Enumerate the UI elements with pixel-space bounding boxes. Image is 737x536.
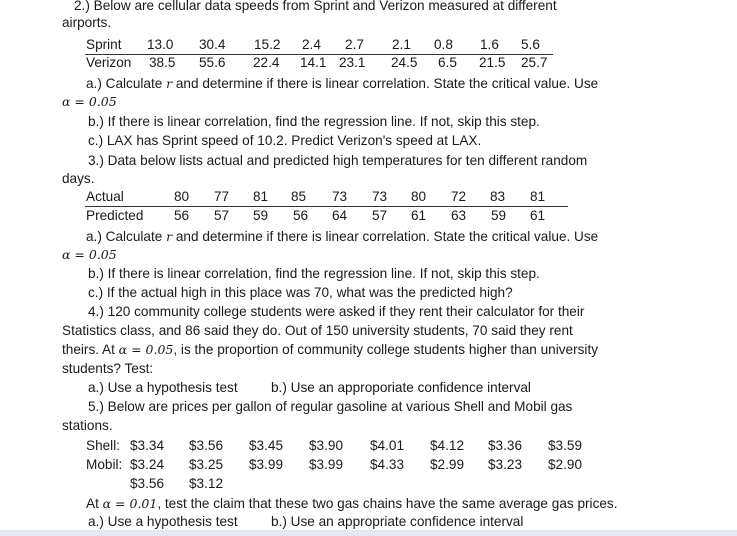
table-cell: 61 [530, 208, 546, 223]
problem-4-part-a: a.) Use a hypothesis test [88, 380, 238, 395]
row-label-verizon: Verizon [86, 55, 132, 70]
table-cell: 38.5 [149, 55, 176, 70]
problem-2-part-b: b.) If there is linear correlation, find the regression line. If not, skip this step. [88, 114, 540, 129]
page-edge-band [0, 530, 737, 536]
problem-4-line-3 [62, 342, 598, 358]
table-cell: 22.4 [253, 55, 280, 70]
problem-5-line-2: stations. [62, 418, 113, 433]
table-cell: $2.99 [430, 457, 465, 472]
table-cell: $3.56 [189, 438, 224, 453]
table-cell: 1.6 [480, 37, 499, 52]
table-cell: $3.56 [130, 476, 165, 491]
table-cell: 56 [293, 208, 309, 223]
table-cell: 63 [451, 208, 467, 223]
data-table-mobil-row-cont [0, 476, 737, 492]
table-cell: 81 [253, 189, 269, 204]
table-cell: 57 [372, 208, 388, 223]
table-cell: 14.1 [300, 55, 327, 70]
problem-5-part-b: b.) Use an appropriate confidence interval [271, 514, 524, 529]
data-table-verizon-row [0, 55, 737, 71]
alpha-value: α = 0.05 [62, 247, 117, 262]
line-text: theirs. At [62, 342, 115, 357]
table-cell: 2.7 [345, 37, 364, 52]
problem-4-line-4: students? Test: [62, 361, 154, 376]
row-label-predicted: Predicted [86, 208, 144, 223]
alpha-value: α = 0.01 [102, 496, 158, 511]
problem-3-part-c: c.) If the actual high in this place was 70, what was the predicted high? [88, 285, 513, 300]
problem-2-part-a [86, 76, 598, 92]
table-cell: $3.23 [488, 457, 523, 472]
part-a-text-cont: and determine if there is linear correlation. State the critical value. Use [175, 229, 599, 244]
problem-2-intro-cont: airports. [62, 15, 112, 30]
table-cell: 57 [214, 208, 230, 223]
problem-3-intro: 3.) Data below lists actual and predicted high temperatures for ten different random [88, 153, 588, 168]
table-cell: 73 [372, 189, 388, 204]
table-cell: $3.25 [189, 457, 224, 472]
table-cell: 80 [411, 189, 427, 204]
table-cell: 80 [174, 189, 190, 204]
table-cell: 55.6 [199, 55, 226, 70]
table-cell: $4.33 [370, 457, 405, 472]
problem-5-part-a: a.) Use a hypothesis test [88, 514, 238, 529]
problem-2-intro: 2.) Below are cellular data speeds from Sprint and Verizon measured at different [74, 0, 557, 13]
table-cell: $3.12 [189, 476, 224, 491]
row-label-shell: Shell: [86, 438, 121, 453]
table-cell: $3.99 [309, 457, 344, 472]
row-label-mobil: Mobil: [86, 457, 123, 472]
alpha-value: α = 0.05 [62, 94, 117, 109]
table-cell: 85 [291, 189, 307, 204]
line-text-cont: , test the claim that these two gas chains have the same average gas prices. [157, 496, 618, 511]
table-cell: 61 [411, 208, 427, 223]
table-cell: $3.24 [130, 457, 165, 472]
part-a-text: a.) Calculate [86, 76, 163, 91]
table-cell: 0.8 [434, 37, 453, 52]
table-cell: 81 [530, 189, 546, 204]
data-table-mobil-row [0, 457, 737, 473]
table-divider [85, 206, 568, 207]
table-cell: $3.99 [249, 457, 284, 472]
problem-3-part-b: b.) If there is linear correlation, find the regression line. If not, skip this step. [88, 266, 540, 281]
problem-4-line-1: 4.) 120 community college students were asked if they rent their calculator for their [88, 304, 585, 319]
table-cell: 56 [174, 208, 190, 223]
problem-4-line-2: Statistics class, and 86 said they do. Out of 150 university students, 70 said they rent [62, 323, 573, 338]
table-cell: 64 [332, 208, 348, 223]
line-text-cont: , is the proportion of community college students higher than university [173, 342, 599, 357]
table-cell: $3.59 [548, 438, 583, 453]
problem-5-line-1: 5.) Below are prices per gallon of regular gasoline at various Shell and Mobil gas [88, 399, 573, 414]
problem-5-claim [86, 496, 618, 512]
table-cell: 77 [214, 189, 230, 204]
line-text: At [86, 496, 99, 511]
table-cell: 30.4 [199, 37, 226, 52]
table-cell: 59 [253, 208, 269, 223]
data-table-shell-row [0, 438, 737, 454]
row-label-actual: Actual [86, 189, 124, 204]
table-cell: $4.12 [430, 438, 465, 453]
table-cell: 2.4 [302, 37, 321, 52]
variable-r: r [166, 76, 173, 91]
table-cell: 13.0 [147, 37, 174, 52]
row-label-sprint: Sprint [86, 37, 122, 52]
table-cell: 21.5 [479, 55, 506, 70]
table-cell: 73 [332, 189, 348, 204]
table-cell: 72 [451, 189, 467, 204]
problem-2-part-c: c.) LAX has Sprint speed of 10.2. Predict Verizon's speed at LAX. [88, 133, 482, 148]
table-cell: 2.1 [392, 37, 411, 52]
problem-4-part-b: b.) Use an approporiate confidence interval [271, 380, 531, 395]
data-table-sprint-row [0, 37, 737, 53]
problem-3-part-a [86, 229, 598, 245]
table-cell: $3.34 [130, 438, 165, 453]
table-cell: 83 [490, 189, 506, 204]
data-table-actual-row [0, 189, 737, 205]
table-cell: $4.01 [370, 438, 405, 453]
data-table-predicted-row [0, 208, 737, 224]
table-cell: 5.6 [521, 37, 540, 52]
part-a-text-cont: and determine if there is linear correlation. State the critical value. Use [175, 76, 599, 91]
table-cell: 6.5 [438, 55, 457, 70]
table-cell: 25.7 [521, 55, 548, 70]
table-cell: 15.2 [254, 37, 281, 52]
part-a-text: a.) Calculate [86, 229, 163, 244]
table-cell: $3.45 [249, 438, 284, 453]
table-cell: 23.1 [339, 55, 366, 70]
alpha-value: α = 0.05 [118, 342, 174, 357]
table-cell: 59 [491, 208, 507, 223]
variable-r: r [166, 229, 173, 244]
problem-3-intro-cont: days. [62, 171, 95, 186]
table-cell: $3.90 [309, 438, 344, 453]
table-cell: $3.36 [488, 438, 523, 453]
table-cell: 24.5 [391, 55, 418, 70]
table-cell: $2.90 [548, 457, 583, 472]
